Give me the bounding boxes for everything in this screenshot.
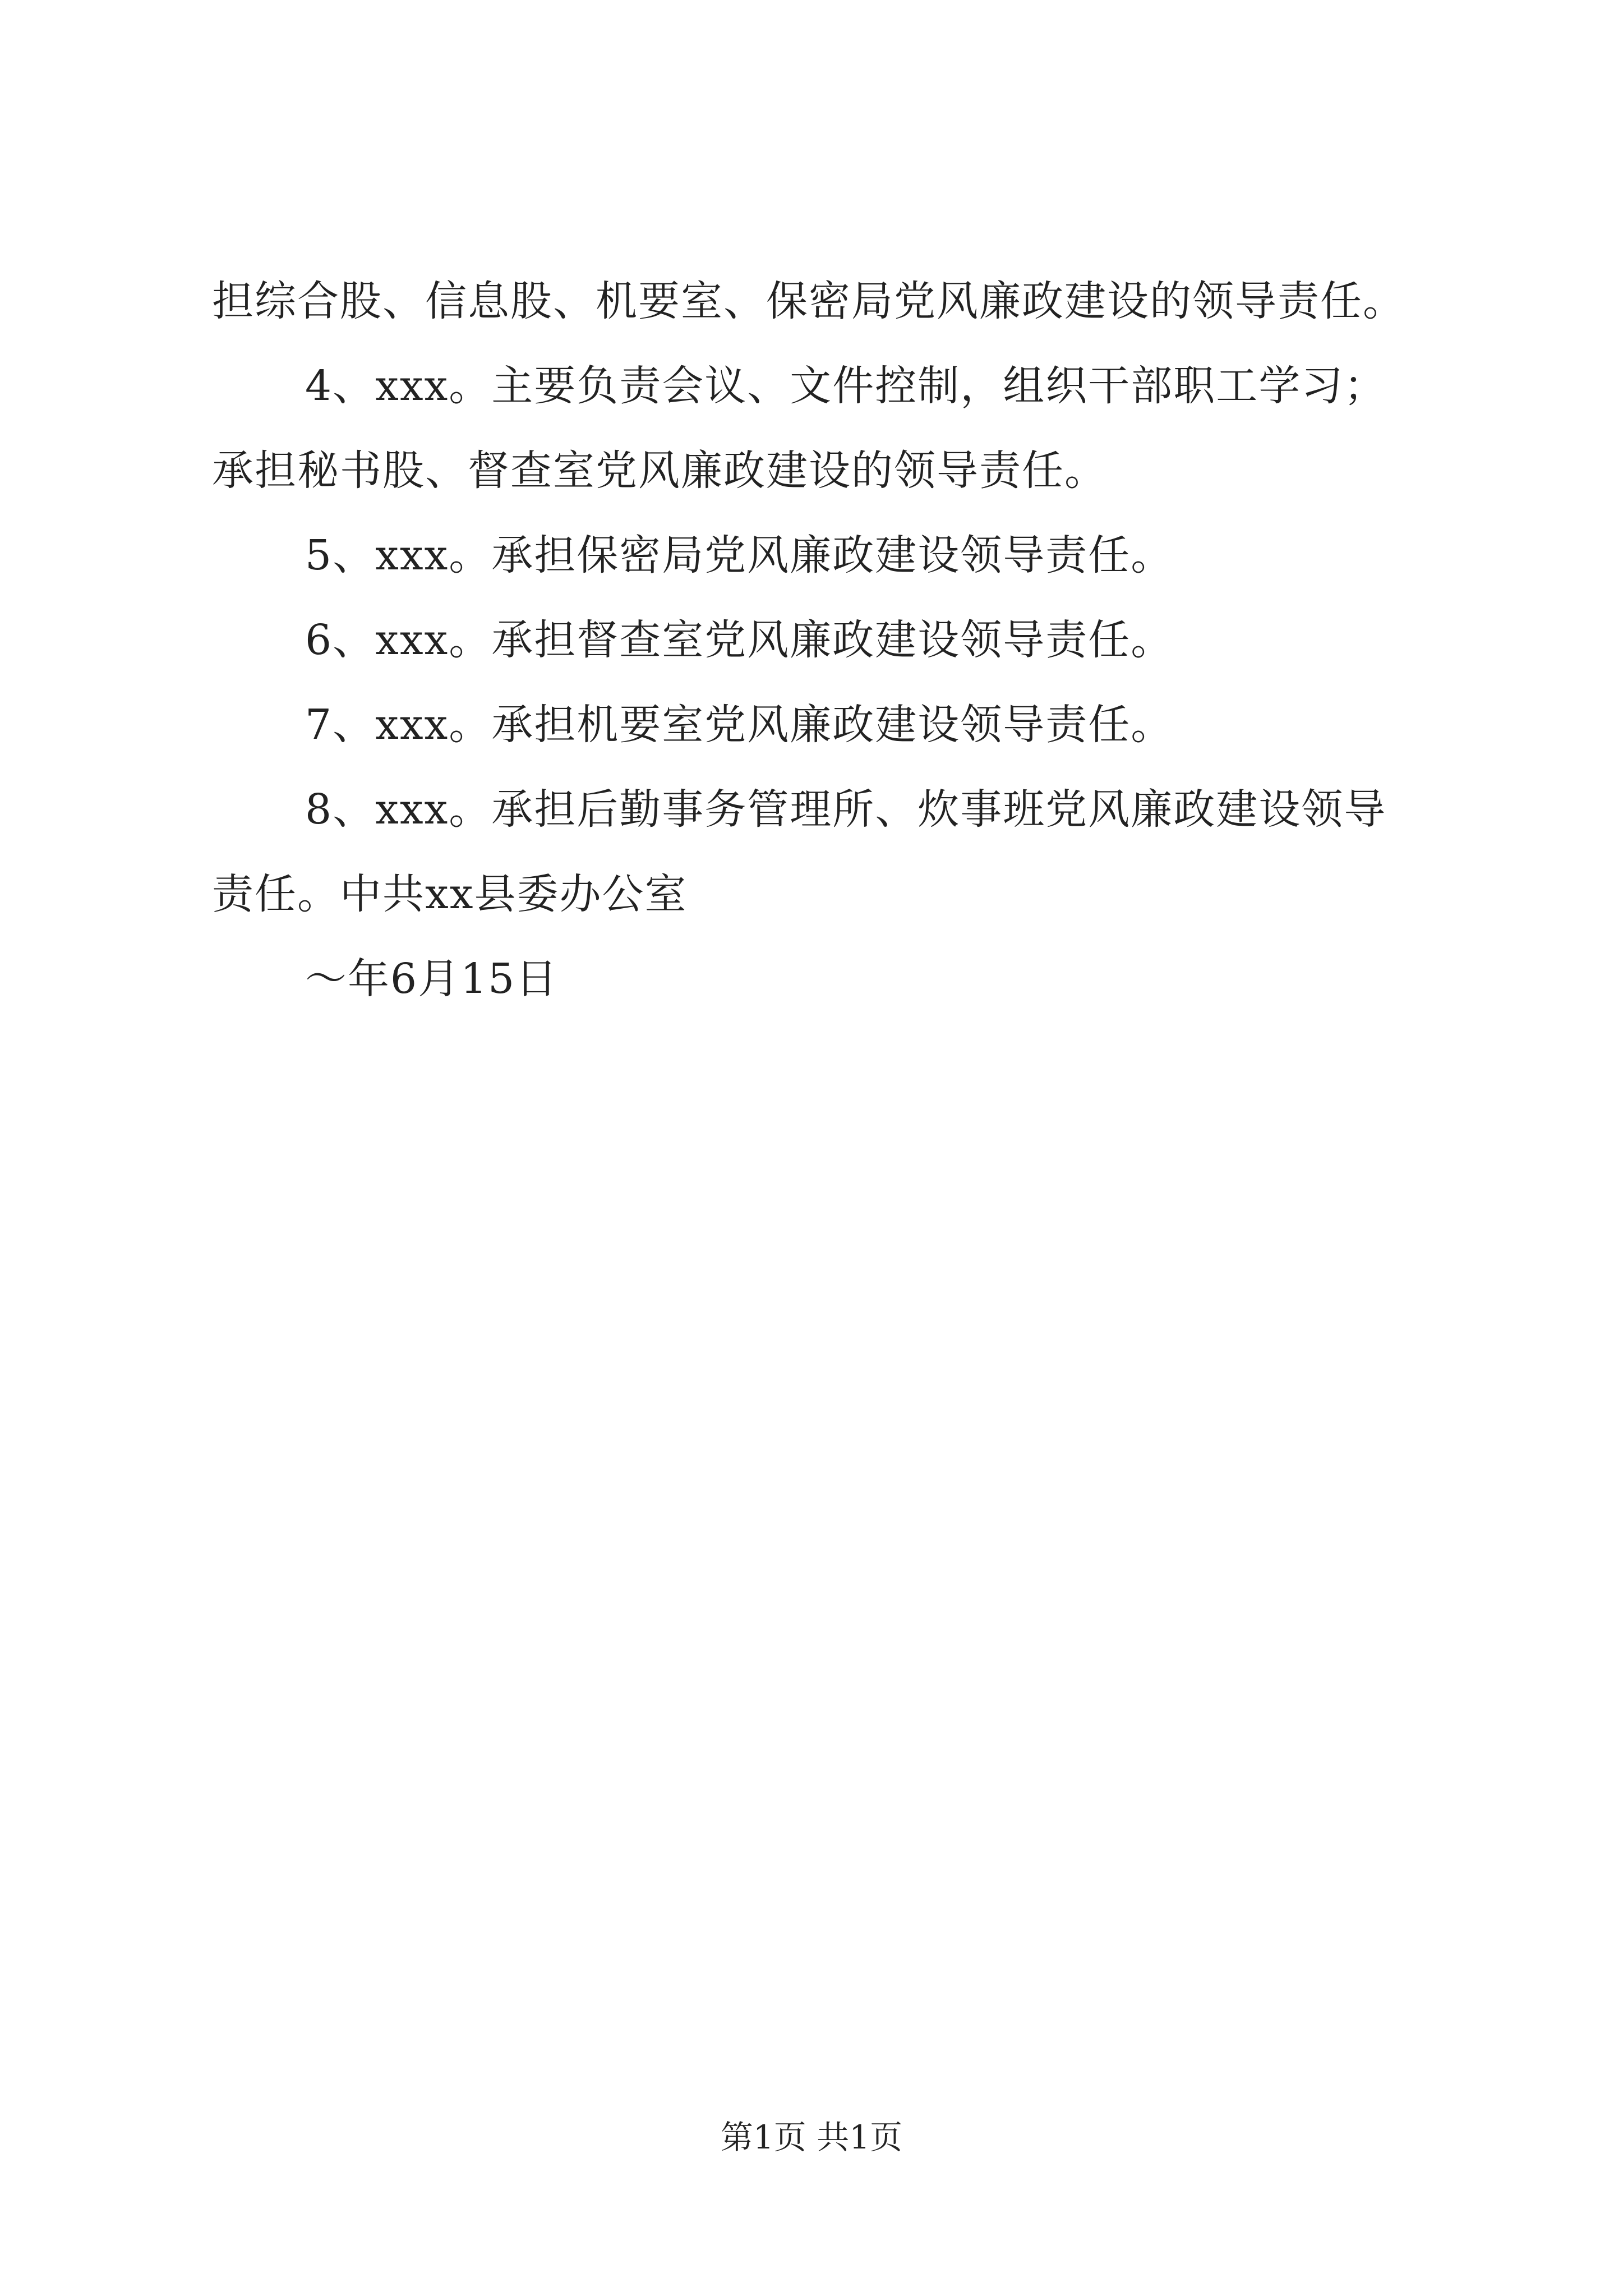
paragraph-item-7: 7、xxx。承担机要室党风廉政建设领导责任。 bbox=[305, 701, 1174, 749]
page-number: 第1页 共1页 bbox=[720, 2118, 903, 2156]
paragraph-item-4: 4、xxx。主要负责会议、文件控制，组织干部职工学习；承担秘书股、督查室党风廉政建设的领导责任。 bbox=[212, 362, 1387, 495]
paragraph-item-5: 5、xxx。承担保密局党风廉政建设领导责任。 bbox=[305, 531, 1174, 579]
paragraph-item-6: 6、xxx。承担督查室党风廉政建设领导责任。 bbox=[305, 616, 1174, 664]
paragraph-continuation: 担综合股、信息股、机要室、保密局党风廉政建设的领导责任。 bbox=[212, 277, 1405, 325]
document-body bbox=[212, 259, 1429, 1022]
document-date: ～年6月15日 bbox=[305, 955, 559, 1003]
page-footer bbox=[0, 2115, 1623, 2160]
paragraph-item-8: 8、xxx。承担后勤事务管理所、炊事班党风廉政建设领导责任。中共xx县委办公室 bbox=[212, 785, 1387, 918]
